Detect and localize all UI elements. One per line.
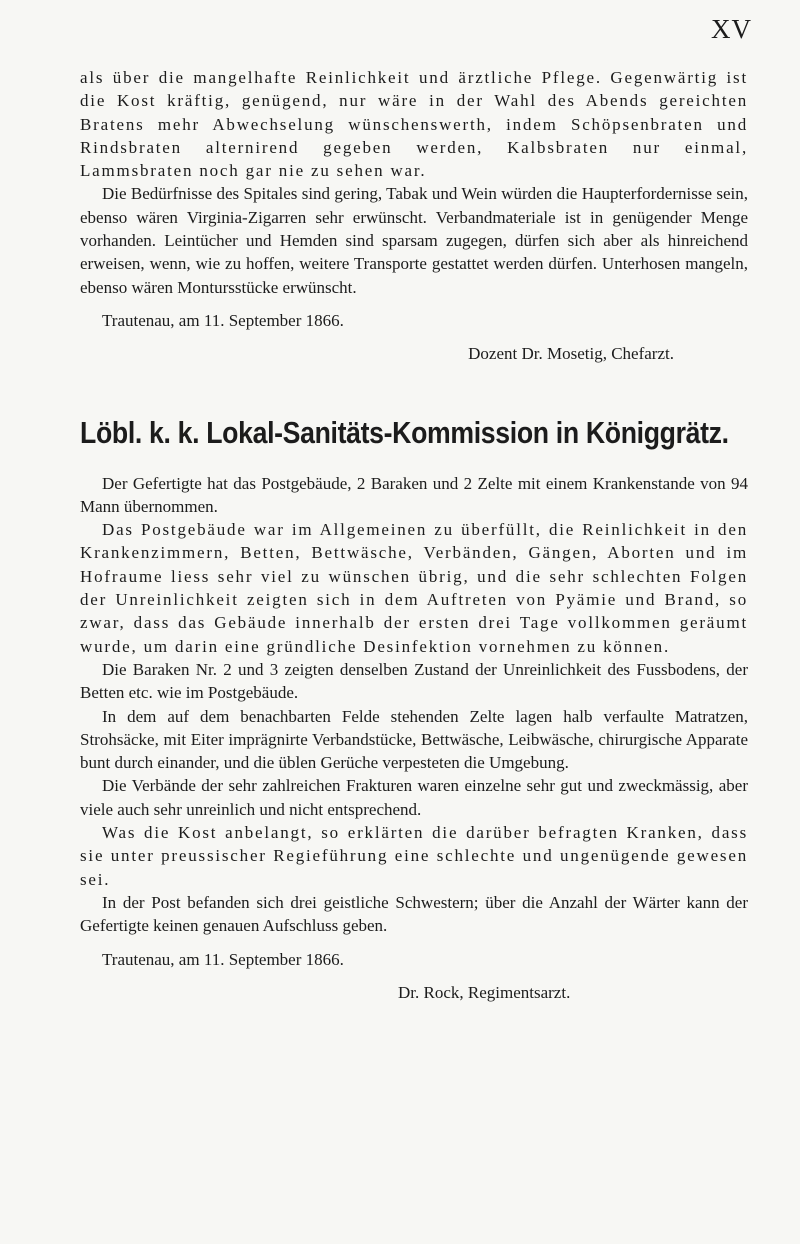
page-text bbox=[80, 66, 748, 1004]
paragraph: In der Post befanden sich drei geistliche Schwestern; über die Anzahl der Wärter kann der Gefertigte keinen genauen Aufschluss geben. bbox=[80, 892, 748, 936]
signature: Dozent Dr. Mosetig, Chefarzt. bbox=[468, 344, 674, 364]
paragraph: Der Gefertigte hat das Postgebäude, 2 Baraken und 2 Zelte mit einem Krankenstande von 94 Mann übernommen. bbox=[80, 473, 748, 516]
paragraph: Was die Kost anbelangt, so erklärten die darüber befragten Kranken, dass sie unter preussischer Regieführung eine schlechte und ungenügende gewesen sei. bbox=[80, 823, 748, 889]
section-heading: Löbl. k. k. Lokal-Sanitäts-Kommission in Königgrätz. bbox=[80, 414, 729, 450]
paragraph: In dem auf dem benachbarten Felde stehenden Zelte lagen halb verfaulte Matratzen, Strohsäcke, mit Eiter imprägnirte Verbandstücke, Bettwäsche, Leibwäsche, chirurgische Apparate bunt durch einander, und die üblen Gerüche verpesteten die Umgebung. bbox=[80, 706, 748, 773]
paragraph: Das Postgebäude war im Allgemeinen zu überfüllt, die Reinlichkeit in den Krankenzimmern, Betten, Bettwäsche, Verbänden, Gängen, Aborten und im Hofraume liess sehr viel zu wünschen übrig, und die sehr schlechten Folgen der Unreinlichkeit zeigten sich in dem Auftreten von Pyämie und Brand, so zwar, dass das Gebäude innerhalb der ersten drei Tage vollkommen geräumt wurde, um darin eine gründliche Desinfektion vornehmen zu können. bbox=[80, 520, 748, 656]
paragraph: Die Bedürfnisse des Spitales sind gering, Tabak und Wein würden die Haupterfordernisse sein, ebenso wären Virginia-Zigarren sehr erwünscht. Verbandmateriale ist in genügender Menge vorhanden. Leintücher und Hemden sind sparsam zugegen, dürfen sich aber als hinreichend erweisen, wenn, wie zu hoffen, weitere Transporte gestattet werden dürfen. Unterhosen mangeln, ebenso wären Montursstücke erwünscht. bbox=[80, 184, 748, 297]
paragraph: Die Verbände der sehr zahlreichen Frakturen waren einzelne sehr gut und zweckmässig, aber viele auch sehr unreinlich und nicht entsprechend. bbox=[80, 776, 748, 819]
place-date: Trautenau, am 11. September 1866. bbox=[102, 310, 344, 330]
place-date: Trautenau, am 11. September 1866. bbox=[102, 949, 344, 969]
paragraph: als über die mangelhafte Reinlichkeit und ärztliche Pflege. Gegenwärtig ist die Kost kräftig, genügend, nur wäre in der Wahl des Abends gereichten Bratens mehr Abwechselung wünschenswerth, indem Schöpsenbraten und Rindsbraten alternirend gegeben werden, Kalbsbraten nur einmal, Lammsbraten noch gar nie zu sehen war. bbox=[80, 68, 748, 181]
page-number: XV bbox=[711, 14, 752, 44]
paragraph: Die Baraken Nr. 2 und 3 zeigten denselben Zustand der Unreinlichkeit des Fussbodens, der Betten etc. wie im Postgebäude. bbox=[80, 659, 748, 703]
signature: Dr. Rock, Regimentsarzt. bbox=[398, 982, 571, 1002]
